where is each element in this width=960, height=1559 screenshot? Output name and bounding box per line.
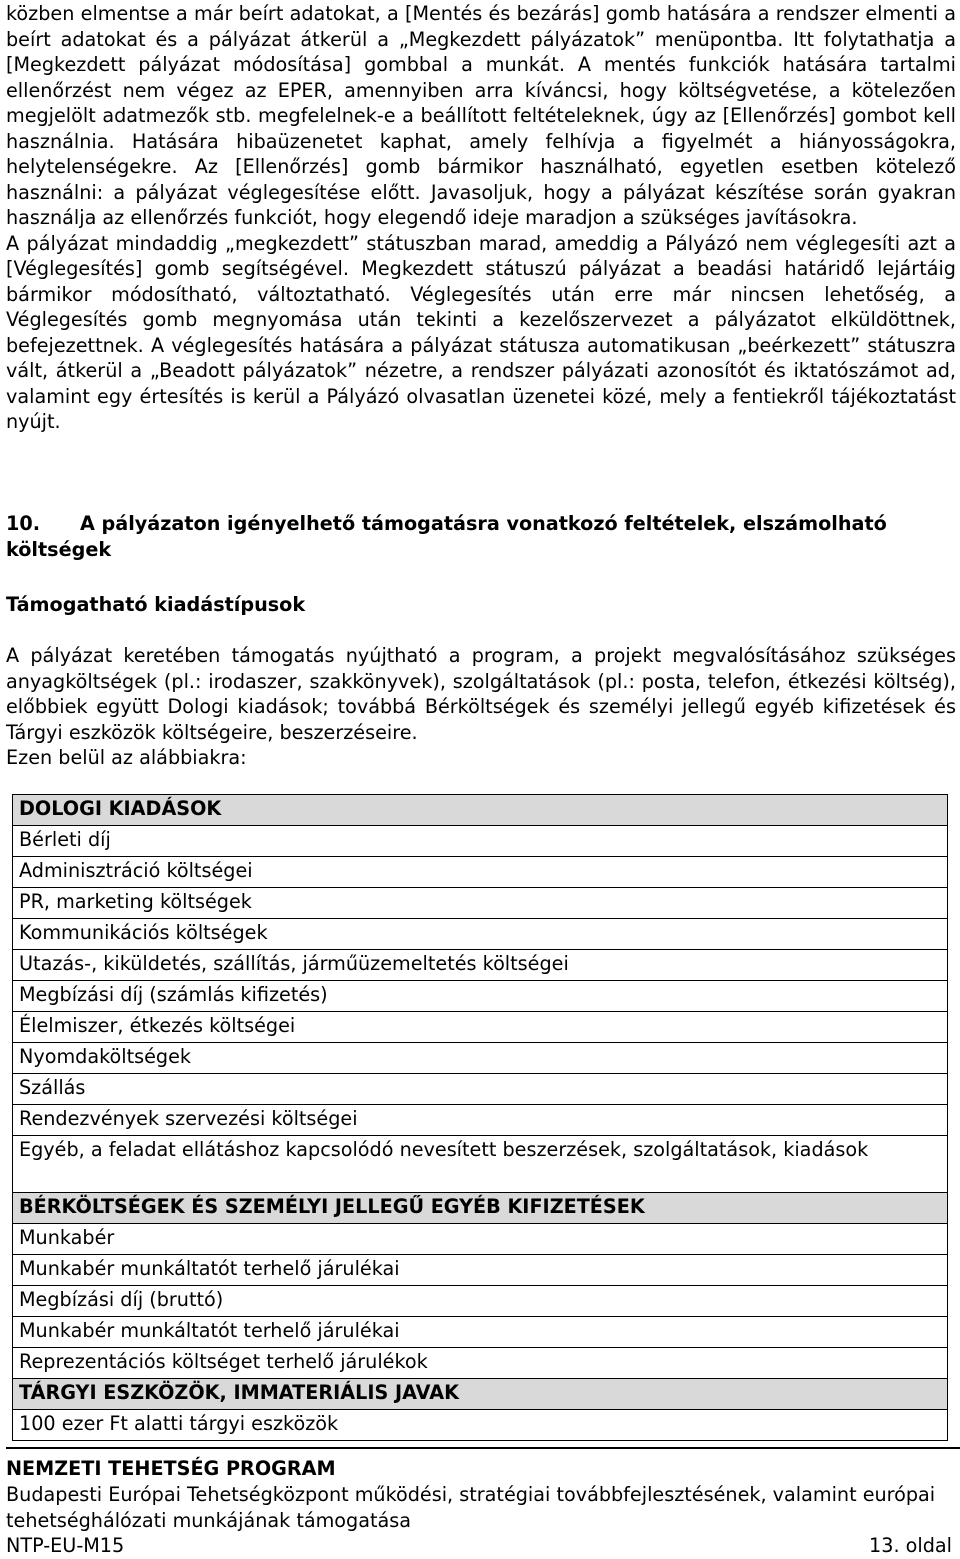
body-paragraph: A pályázat keretében támogatás nyújtható a program, a projekt megvalósításához szükséges anyagköltségek (pl.: irodaszer, szakkönyvek), szolgáltatások (pl.: posta, telefon, étkezési költség), előbbiek együtt Dologi kiadások; továbbá Bérköltségek és személyi jellegű egyéb kifizetések és Tárgyi eszközök költségeire, beszerzéseire.	[6, 644, 956, 744]
table-row	[13, 1012, 948, 1043]
page-number: 13. oldal	[869, 1534, 952, 1557]
table-row	[13, 888, 948, 919]
cost-table-body	[13, 795, 948, 1441]
item-cell: Utazás-, kiküldetés, szállítás, járműüzemeltetés költségei	[13, 950, 948, 981]
intro-paragraph-2: A pályázat mindaddig „megkezdett” státuszban marad, ameddig a Pályázó nem véglegesíti azt a [Véglegesítés] gomb segítségével. Megkezdett státuszú pályázat a beadási határidő lejártáig bármikor módosítható, változtatható. Véglegesítés után erre már nincsen lehetőség, a Véglegesítés gomb megnyomása után tekinti a kezelőszervezet a pályázatot elküldöttnek, befejezettnek. A véglegesítés hatására a pályázat státusza automatikusan „beérkezett” státuszra vált, átkerül a „Beadott pályázatok” nézetre, a rendszer pályázati azonosítót és iktatószámot ad, valamint egy értesítés is kerül a Pályázó olvasatlan üzenetei közé, mely a fentiekről tájékoztatást nyújt.	[6, 231, 956, 433]
subheading: Támogatható kiadástípusok	[6, 593, 306, 616]
item-cell: Munkabér munkáltatót terhelő járulékai	[13, 1255, 948, 1286]
table-row	[13, 857, 948, 888]
item-cell: Egyéb, a feladat ellátáshoz kapcsolódó nevesített beszerzések, szolgáltatások, kiadások	[13, 1136, 948, 1193]
item-cell: Nyomdaköltségek	[13, 1043, 948, 1074]
table-row	[13, 1255, 948, 1286]
item-cell: PR, marketing költségek	[13, 888, 948, 919]
category-row	[13, 1193, 948, 1224]
cost-table	[12, 794, 948, 1441]
footer-program-name: NEMZETI TEHETSÉG PROGRAM	[6, 1457, 336, 1480]
section-number: 10.	[6, 512, 40, 535]
footer-description: Budapesti Európai Tehetségközpont működési, stratégiai továbbfejlesztésének, valamint európai tehetséghálózati munkájának támogatása	[6, 1483, 936, 1532]
intro-text	[6, 1, 956, 435]
category-row	[13, 795, 948, 826]
item-cell: Reprezentációs költséget terhelő járulékok	[13, 1348, 948, 1379]
table-row	[13, 919, 948, 950]
table-row	[13, 1286, 948, 1317]
category-cell: BÉRKÖLTSÉGEK ÉS SZEMÉLYI JELLEGŰ EGYÉB KIFIZETÉSEK	[13, 1193, 948, 1224]
item-cell: Bérleti díj	[13, 826, 948, 857]
footer-divider	[6, 1447, 960, 1449]
table-row	[13, 1105, 948, 1136]
item-cell: Rendezvények szervezési költségei	[13, 1105, 948, 1136]
table-row	[13, 981, 948, 1012]
table-row	[13, 1317, 948, 1348]
table-row	[13, 1348, 948, 1379]
section-title: A pályázaton igényelhető támogatásra vonatkozó feltételek, elszámolható költségek	[6, 512, 887, 561]
table-row	[13, 1136, 948, 1193]
item-cell: Megbízási díj (bruttó)	[13, 1286, 948, 1317]
table-row	[13, 1410, 948, 1441]
item-cell: Adminisztráció költségei	[13, 857, 948, 888]
category-cell: DOLOGI KIADÁSOK	[13, 795, 948, 826]
section-heading	[6, 511, 956, 562]
table-row	[13, 950, 948, 981]
item-cell: Munkabér	[13, 1224, 948, 1255]
table-row	[13, 1074, 948, 1105]
item-cell: Megbízási díj (számlás kifizetés)	[13, 981, 948, 1012]
item-cell: 100 ezer Ft alatti tárgyi eszközök	[13, 1410, 948, 1441]
table-row	[13, 1224, 948, 1255]
item-cell: Élelmiszer, étkezés költségei	[13, 1012, 948, 1043]
lead-text: Ezen belül az alábbiakra:	[6, 746, 247, 769]
intro-paragraph-1: közben elmentse a már beírt adatokat, a [Mentés és bezárás] gomb hatására a rendszer elmenti a beírt adatokat és a pályázat átkerül a „Megkezdett pályázatok” menüpontba. Itt folytathatja a [Megkezdett pályázat módosítása] gombbal a munkát. A mentés funkciók hatására tartalmi ellenőrzést nem végez az EPER, amennyiben arra kíváncsi, hogy költségvetése, a kötelezően megjelölt adatmezők stb. megfelelnek-e a beállított feltételeknek, úgy az [Ellenőrzés] gombot kell használnia. Hatására hibaüzenetet kaphat, amely felhívja a figyelmét a hiányosságokra, helytelenségekre. Az [Ellenőrzés] gomb bármikor használható, egyetlen esetben kötelező használni: a pályázat véglegesítése előtt. Javasoljuk, hogy a pályázat készítése során gyakran használja az ellenőrzés funkciót, hogy elegendő ideje maradjon a szükséges javításokra.	[6, 2, 956, 229]
table-row	[13, 826, 948, 857]
item-cell: Kommunikációs költségek	[13, 919, 948, 950]
item-cell: Szállás	[13, 1074, 948, 1105]
category-row	[13, 1379, 948, 1410]
table-row	[13, 1043, 948, 1074]
category-cell: TÁRGYI ESZKÖZÖK, IMMATERIÁLIS JAVAK	[13, 1379, 948, 1410]
footer-code: NTP-EU-M15	[6, 1534, 125, 1557]
item-cell: Munkabér munkáltatót terhelő járulékai	[13, 1317, 948, 1348]
